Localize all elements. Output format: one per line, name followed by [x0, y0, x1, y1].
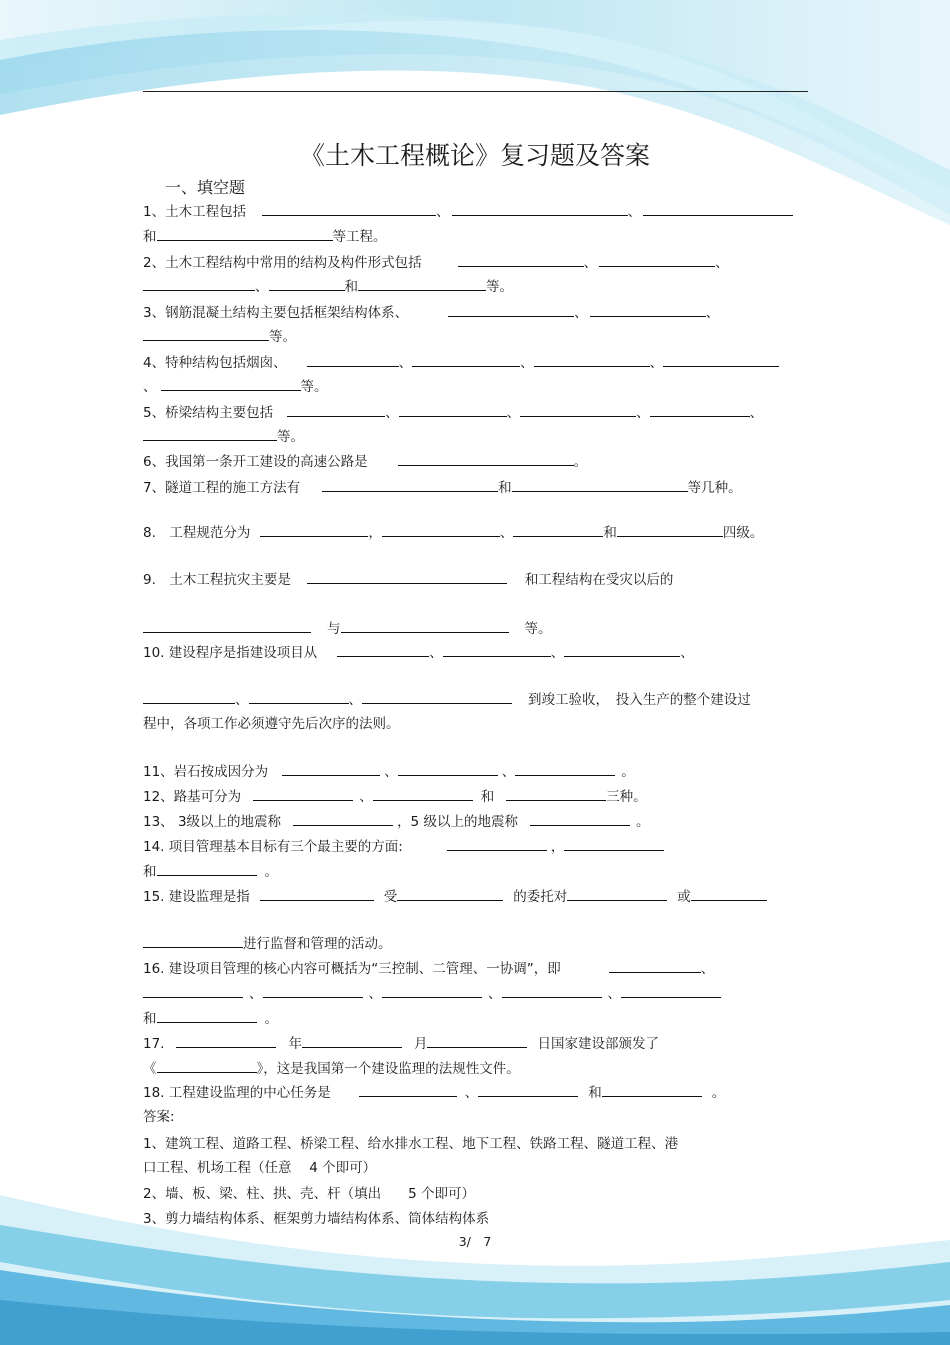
- blank[interactable]: [382, 523, 500, 537]
- blank[interactable]: [599, 253, 715, 267]
- question-17-cont: 《 》，这是我国第一个建设监理的法规性文件。: [143, 1061, 520, 1077]
- question-1: 1、土木工程包括 、 、: [143, 202, 793, 221]
- page-number: 3/ 7: [458, 1234, 492, 1249]
- blank[interactable]: [307, 353, 399, 367]
- question-14: 14. 项目管理基本目标有三个最主要的方面: ，: [143, 837, 664, 856]
- answer-2: 2、墙、板、梁、柱、拱、壳、杆（填出 5 个即可）: [143, 1186, 475, 1202]
- blank[interactable]: [397, 887, 503, 901]
- question-15: 15. 建设监理是指 受 的委托对 或: [143, 887, 767, 906]
- blank[interactable]: [452, 202, 628, 216]
- blank[interactable]: [157, 227, 333, 241]
- blank[interactable]: [534, 353, 650, 367]
- blank[interactable]: [302, 1034, 402, 1048]
- blank[interactable]: [373, 787, 473, 801]
- question-18: 18. 工程建设监理的中心任务是 、 和 。: [143, 1085, 726, 1101]
- blank[interactable]: [253, 787, 353, 801]
- blank[interactable]: [262, 202, 436, 216]
- question-6: 6、我国第一条开工建设的高速公路是 。: [143, 454, 588, 470]
- question-10: 10. 建设程序是指建设项目从 、 、 、: [143, 645, 694, 661]
- question-8: 8. 工程规范分为 ， 、 和 四级。: [143, 525, 764, 541]
- blank[interactable]: [337, 643, 429, 657]
- header-rule: [143, 91, 808, 92]
- section-heading: 一、填空题: [165, 178, 246, 197]
- blank[interactable]: [412, 353, 520, 367]
- question-3: 3、钢筋混凝土结构主要包括框架结构体系、 、 、: [143, 305, 720, 321]
- blank[interactable]: [447, 837, 547, 851]
- question-7: 7、隧道工程的施工方法有 和 等几种。: [143, 480, 742, 496]
- blank[interactable]: [161, 377, 301, 391]
- blank[interactable]: [621, 984, 721, 998]
- blank[interactable]: [143, 619, 311, 633]
- blank[interactable]: [358, 277, 486, 291]
- question-16-cont2: 和 。: [143, 1011, 278, 1027]
- question-1-cont: 和 等工程。: [143, 229, 387, 245]
- blank[interactable]: [282, 762, 380, 776]
- blank[interactable]: [157, 1009, 257, 1023]
- blank[interactable]: [263, 984, 363, 998]
- blank[interactable]: [609, 959, 701, 973]
- blank[interactable]: [617, 523, 723, 537]
- blank[interactable]: [157, 862, 257, 876]
- blank[interactable]: [362, 690, 512, 704]
- question-3-cont: 等。: [143, 327, 296, 346]
- blank[interactable]: [398, 452, 574, 466]
- blank[interactable]: [143, 277, 255, 291]
- question-10-cont: 、 、 到竣工验收， 投入生产的整个建设过: [143, 690, 751, 709]
- blank[interactable]: [443, 643, 551, 657]
- blank[interactable]: [341, 619, 509, 633]
- blank[interactable]: [590, 303, 706, 317]
- blank[interactable]: [143, 327, 269, 341]
- blank[interactable]: [691, 887, 767, 901]
- blank[interactable]: [663, 353, 779, 367]
- blank[interactable]: [382, 984, 482, 998]
- blank[interactable]: [427, 1034, 527, 1048]
- question-4: 4、特种结构包括烟囱、 、 、 、: [143, 353, 779, 372]
- question-11: 11、岩石按成因分为 、 、 。: [143, 764, 635, 780]
- blank[interactable]: [398, 762, 498, 776]
- question-5: 5、桥梁结构主要包括 、 、 、 、: [143, 405, 764, 421]
- blank[interactable]: [322, 478, 498, 492]
- question-16-cont: 、 、 、 、: [143, 984, 721, 1003]
- blank[interactable]: [269, 277, 345, 291]
- blank[interactable]: [157, 1059, 257, 1073]
- blank[interactable]: [260, 887, 374, 901]
- blank[interactable]: [143, 690, 235, 704]
- blank[interactable]: [287, 403, 385, 417]
- answer-1-cont: 口工程、机场工程（任意 4 个即可）: [143, 1160, 377, 1176]
- question-2: 2、土木工程结构中常用的结构及构件形式包括 、 、: [143, 255, 729, 271]
- blank[interactable]: [359, 1083, 457, 1097]
- question-10-cont2: 程中，各项工作必须遵守先后次序的法则。: [143, 716, 400, 732]
- blank[interactable]: [249, 690, 349, 704]
- answers-label: 答案:: [143, 1109, 175, 1125]
- blank[interactable]: [602, 1083, 702, 1097]
- blank[interactable]: [448, 303, 574, 317]
- question-14-cont: 和 。: [143, 864, 278, 880]
- question-4-cont: 、 等。: [143, 379, 328, 395]
- question-13: 13、 3级以上的地震称 ，5 级以上的地震称 。: [143, 814, 650, 830]
- blank[interactable]: [293, 812, 393, 826]
- blank[interactable]: [564, 643, 680, 657]
- question-15-cont: 进行监督和管理的活动。: [143, 934, 392, 953]
- question-2-cont: 、 和 等。: [143, 277, 513, 296]
- question-17: 17. 年 月 日国家建设部颁发了: [143, 1036, 659, 1052]
- blank[interactable]: [143, 984, 243, 998]
- answer-3: 3、剪力墙结构体系、框架剪力墙结构体系、筒体结构体系: [143, 1211, 490, 1227]
- blank[interactable]: [307, 570, 507, 584]
- blank[interactable]: [513, 523, 603, 537]
- blank[interactable]: [512, 478, 688, 492]
- blank[interactable]: [399, 403, 507, 417]
- blank[interactable]: [515, 762, 615, 776]
- question-9: 9. 土木工程抗灾主要是 和工程结构在受灾以后的: [143, 572, 674, 588]
- blank[interactable]: [530, 812, 630, 826]
- blank[interactable]: [176, 1034, 276, 1048]
- blank[interactable]: [643, 202, 793, 216]
- blank[interactable]: [458, 253, 584, 267]
- blank[interactable]: [506, 787, 606, 801]
- blank[interactable]: [650, 403, 750, 417]
- question-16: 16. 建设项目管理的核心内容可概括为“三控制、二管理、一协调”，即 、: [143, 961, 715, 977]
- blank[interactable]: [564, 837, 664, 851]
- blank[interactable]: [502, 984, 602, 998]
- blank[interactable]: [143, 427, 277, 441]
- answer-1: 1、建筑工程、道路工程、桥梁工程、给水排水工程、地下工程、铁路工程、隧道工程、港: [143, 1136, 679, 1152]
- blank[interactable]: [143, 934, 243, 948]
- blank[interactable]: [478, 1083, 578, 1097]
- page-title: 《土木工程概论》复习题及答案: [299, 141, 650, 170]
- blank[interactable]: [260, 523, 368, 537]
- question-5-cont: 等。: [143, 427, 304, 446]
- blank[interactable]: [520, 403, 636, 417]
- question-9-cont: 与 等。: [143, 619, 552, 638]
- question-12: 12、路基可分为 、 和 三种。: [143, 789, 647, 805]
- blank[interactable]: [567, 887, 667, 901]
